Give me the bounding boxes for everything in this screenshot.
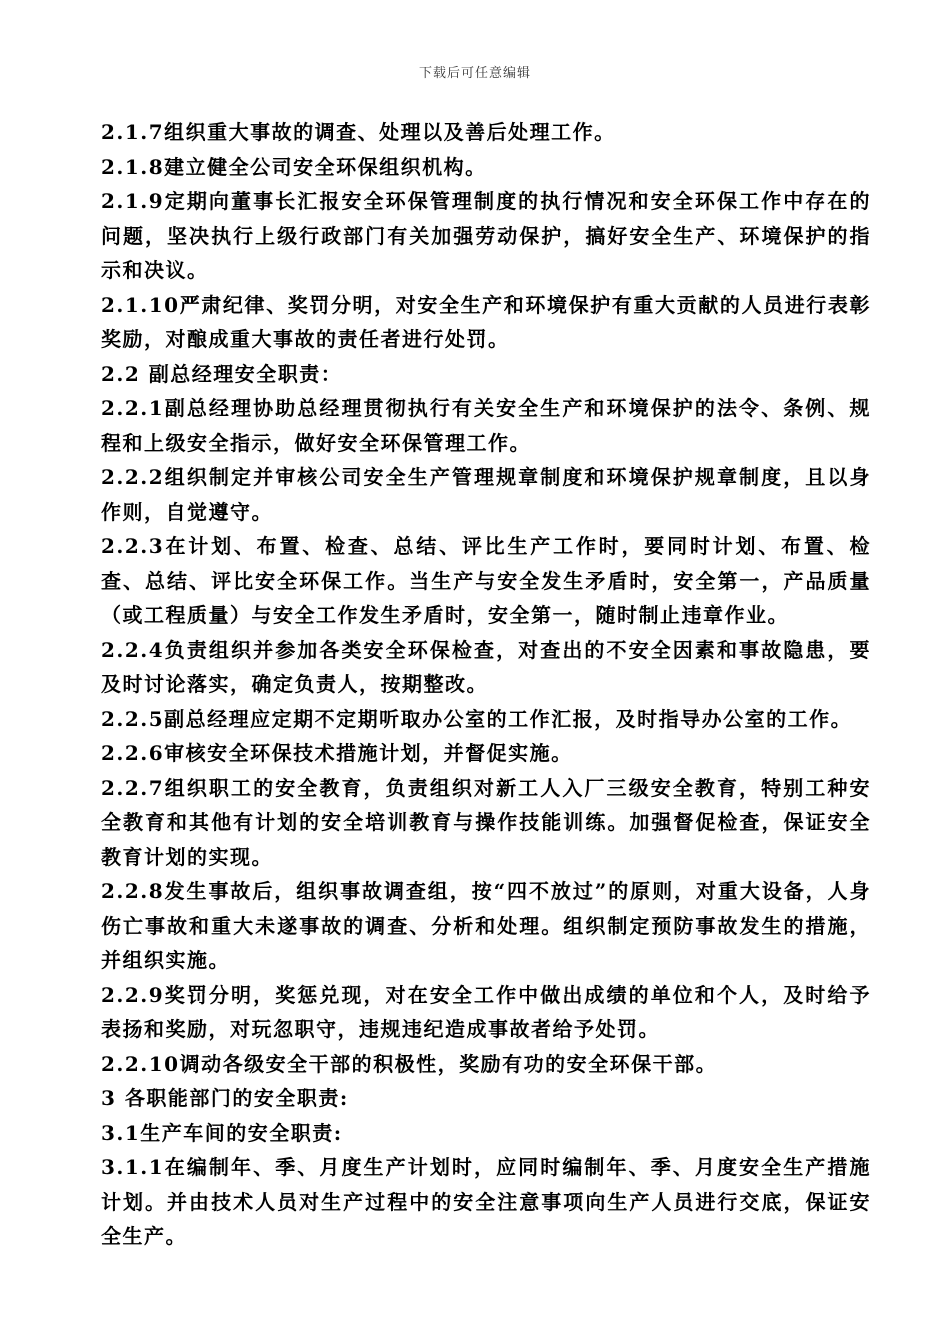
- paragraph-2-1-9: 2.1.9定期向董事长汇报安全环保管理制度的执行情况和安全环保工作中存在的问题，坚决执行上级行政部门有关加强劳动保护，搞好安全生产、环境保护的指示和决议。: [101, 189, 871, 282]
- section-heading-3: 3 各职能部门的安全职责:: [101, 1086, 349, 1110]
- section-heading-2-2: 2.2 副总经理安全职责：: [101, 361, 343, 386]
- page-header: 下载后可任意编辑: [418, 66, 531, 81]
- paragraph-2-2-9: 2.2.9奖罚分明，奖惩兑现，对在安全工作中做出成绩的单位和个人，及时给予表扬和奖励，对玩忽职守，违规违纪造成事故者给予处罚。: [101, 982, 871, 1041]
- paragraph-2-2-2: 2.2.2组织制定并审核公司安全生产管理规章制度和环境保护规章制度，且以身作则，自觉遵守。: [101, 465, 871, 524]
- section-heading-3-1: 3.1生产车间的安全职责:: [101, 1120, 343, 1145]
- paragraph-2-1-10: 2.1.10严肃纪律、奖罚分明，对安全生产和环境保护有重大贡献的人员进行表彰奖励，对酿成重大事故的责任者进行处罚。: [101, 292, 871, 351]
- paragraph-2-2-1: 2.2.1副总经理协助总经理贯彻执行有关安全生产和环境保护的法令、条例、规程和上级安全指示，做好安全环保管理工作。: [101, 396, 871, 455]
- paragraph-2-1-8: 2.1.8建立健全公司安全环保组织机构。: [101, 154, 487, 179]
- paragraph-2-2-10: 2.2.10调动各级安全干部的积极性，奖励有功的安全环保干部。: [101, 1051, 718, 1076]
- paragraph-2-2-5: 2.2.5副总经理应定期不定期听取办公室的工作汇报，及时指导办公室的工作。: [101, 706, 853, 731]
- paragraph-2-2-8: 2.2.8发生事故后，组织事故调查组，按“四不放过”的原则，对重大设备，人身伤亡事故和重大未遂事故的调查、分析和处理。组织制定预防事故发生的措施，并组织实施。: [101, 879, 871, 972]
- paragraph-3-1-1: 3.1.1在编制年、季、月度生产计划时，应同时编制年、季、月度安全生产措施计划。并由技术人员对生产过程中的安全注意事项向生产人员进行交底，保证安全生产。: [101, 1155, 871, 1248]
- document-body: [101, 115, 871, 1254]
- paragraph-2-2-4: 2.2.4负责组织并参加各类安全环保检查，对查出的不安全因素和事故隐患，要及时讨论落实，确定负责人，按期整改。: [101, 637, 871, 696]
- paragraph-2-2-7: 2.2.7组织职工的安全教育，负责组织对新工人入厂三级安全教育，特别工种安全教育和其他有计划的安全培训教育与操作技能训练。加强督促检查，保证安全教育计划的实现。: [101, 775, 871, 869]
- paragraph-2-2-3: 2.2.3在计划、布置、检查、总结、评比生产工作时，要同时计划、布置、检查、总结、评比安全环保工作。当生产与安全发生矛盾时，安全第一，产品质量（或工程质量）与安全工作发生矛盾时，安全第一，随时制止违章作业。: [101, 534, 871, 627]
- paragraph-2-1-7: 2.1.7组织重大事故的调查、处理以及善后处理工作。: [101, 120, 616, 144]
- paragraph-2-2-6: 2.2.6审核安全环保技术措施计划，并督促实施。: [101, 741, 573, 765]
